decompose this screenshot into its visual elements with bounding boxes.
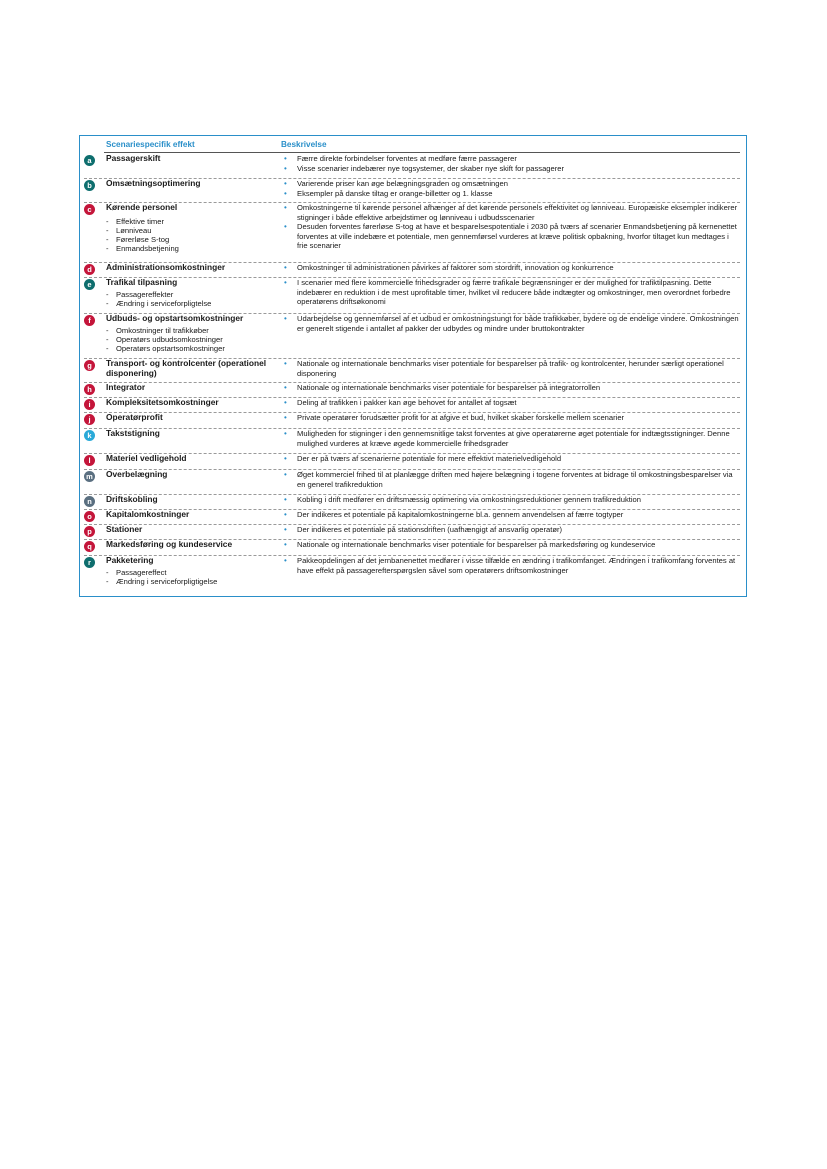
table-row	[84, 540, 740, 556]
effect-sub-item: - Omkostninger til trafikkøber	[106, 326, 281, 335]
description-cell	[281, 510, 739, 520]
effect-title: Materiel vedligehold	[106, 453, 187, 463]
description-cell	[281, 540, 739, 550]
row-badge: e	[84, 279, 95, 290]
description-bullet: • Der indikeres et potentiale på kapitalomkostningerne bl.a. gennem anvendelsen af færre togtyper	[281, 510, 739, 520]
effect-title: Passagerskift	[106, 153, 161, 163]
description-cell	[281, 398, 739, 408]
row-badge: f	[84, 315, 95, 326]
description-bullet: • Der indikeres et potentiale på stationsdriften (uafhængigt af ansvarlig operatør)	[281, 525, 739, 535]
description-cell	[281, 359, 739, 378]
description-cell	[281, 263, 739, 273]
description-cell	[281, 454, 739, 464]
row-badge: j	[84, 414, 95, 425]
table-row	[84, 263, 740, 278]
row-badge: h	[84, 384, 95, 395]
row-badge: o	[84, 511, 95, 522]
header-divider	[104, 152, 740, 153]
description-bullet: • I scenarier med flere kommercielle frihedsgrader og færre trafikale begrænsninger er der mulighed for trafiktilpasning. Dette indebærer en reduktion i de mest uprofitable timer, hvilket vil reducere både indtægter og omkostninger, men overordnet forbedre operatørens driftsøkonomi	[281, 278, 739, 307]
effect-title: Markedsføring og kundeservice	[106, 539, 233, 549]
table-row	[84, 203, 740, 263]
row-badge: r	[84, 557, 95, 568]
table-row	[84, 278, 740, 314]
description-bullet: • Nationale og internationale benchmarks viser potentiale for besparelser på integratorrollen	[281, 383, 739, 393]
effect-sub-list	[106, 217, 281, 253]
effect-sub-list	[106, 568, 281, 586]
description-bullet: • Færre direkte forbindelser forventes at medføre færre passagerer	[281, 154, 739, 164]
description-bullet: • Nationale og internationale benchmarks viser potentiale for besparelser på markedsføring og kundeservice	[281, 540, 739, 550]
effect-sub-item: - Effektive timer	[106, 217, 281, 226]
effect-title: Omsætningsoptimering	[106, 178, 201, 188]
row-badge: d	[84, 264, 95, 275]
effect-title: Kørende personel	[106, 202, 178, 212]
description-cell	[281, 203, 739, 251]
description-cell	[281, 179, 739, 198]
description-cell	[281, 556, 739, 575]
row-badge: l	[84, 455, 95, 466]
table-row	[84, 383, 740, 398]
table-row	[84, 154, 740, 179]
row-badge: i	[84, 399, 95, 410]
effect-sub-item: - Førerløse S-tog	[106, 235, 281, 244]
effect-title: Trafikal tilpasning	[106, 277, 178, 287]
description-cell	[281, 470, 739, 489]
effect-title: Kompleksitetsomkostninger	[106, 397, 219, 407]
effect-title: Operatørprofit	[106, 412, 163, 422]
effect-sub-item: - Passagereffect	[106, 568, 281, 577]
description-bullet: • Visse scenarier indebærer nye togsystemer, der skaber nye skift for passagerer	[281, 164, 739, 174]
effect-title: Udbuds- og opstartsomkostninger	[106, 313, 244, 323]
description-cell	[281, 525, 739, 535]
effect-title: Overbelægning	[106, 469, 168, 479]
table-row	[84, 556, 740, 594]
description-cell	[281, 383, 739, 393]
description-bullet: • Private operatører forudsætter profit for at afgive et bud, hvilket skaber forskelle mellem scenarier	[281, 413, 739, 423]
effect-title: Administrationsomkostninger	[106, 262, 226, 272]
description-cell	[281, 413, 739, 423]
description-bullet: • Pakkeopdelingen af det jernbanenettet medfører i visse tilfælde en ændring i trafikomfanget. Ændringen i trafikomfang forventes at have effekt på passagerefterspørgslen såvel som operatørers driftsomkostninger	[281, 556, 739, 575]
description-bullet: • Omkostningerne til kørende personel afhænger af det kørende personels effektivitet og lønniveau. Europæiske eksempler indikerer stigninger i både effektive arbejdstimer og lønniveau i udbudsscenarier	[281, 203, 739, 222]
effect-sub-item: - Operatørs udbudsomkostninger	[106, 335, 281, 344]
table-row	[84, 495, 740, 510]
effect-sub-item: - Operatørs opstartsomkostninger	[106, 344, 281, 353]
effect-sub-list	[106, 290, 281, 308]
table-row	[84, 398, 740, 413]
description-bullet: • Desuden forventes førerløse S-tog at have et besparelsespotentiale i 2030 på tværs af scenarier Enmandsbetjening på kernenettet forventes at ville indebære et potentiale, men gennemførsel vurderes at kræve politisk opbakning, hvorfor tiltaget kun medtages i frie scenarier	[281, 222, 739, 251]
description-cell	[281, 314, 739, 333]
effect-title: Integrator	[106, 382, 146, 392]
effect-title: Driftskobling	[106, 494, 158, 504]
description-bullet: • Deling af trafikken i pakker kan øge behovet for antallet af togsæt	[281, 398, 739, 408]
description-cell	[281, 495, 739, 505]
description-bullet: • Øget kommerciel frihed til at planlægge driften med højere belægning i togene forventes at bidrage til omkostningsbesparelser via en generel trafikreduktion	[281, 470, 739, 489]
column-header-description: Beskrivelse	[281, 140, 327, 149]
effect-title: Stationer	[106, 524, 143, 534]
table-row	[84, 429, 740, 454]
description-cell	[281, 278, 739, 307]
effect-title: Kapitalomkostninger	[106, 509, 190, 519]
description-bullet: • Eksempler på danske tiltag er orange-billetter og 1. klasse	[281, 189, 739, 199]
effect-sub-item: - Enmandsbetjening	[106, 244, 281, 253]
effect-sub-item: - Ændring i serviceforpligtigelse	[106, 577, 281, 586]
description-bullet: • Omkostninger til administrationen påvirkes af faktorer som stordrift, innovation og konkurrence	[281, 263, 739, 273]
effect-sub-list	[106, 326, 281, 353]
row-badge: c	[84, 204, 95, 215]
table-row	[84, 454, 740, 470]
effect-title: Pakketering	[106, 555, 154, 565]
description-bullet: • Nationale og internationale benchmarks viser potentiale for besparelser på trafik- og kontrolcenter, herunder særligt operationel disponering	[281, 359, 739, 378]
description-bullet: • Kobling i drift medfører en driftsmæssig optimering via omkostningsreduktioner gennem trafikreduktion	[281, 495, 739, 505]
effect-sub-item: - Ændring i serviceforpligtelse	[106, 299, 281, 308]
table-row	[84, 179, 740, 203]
row-badge: m	[84, 471, 95, 482]
effect-sub-item: - Lønniveau	[106, 226, 281, 235]
table-row	[84, 510, 740, 525]
row-badge: p	[84, 526, 95, 537]
row-badge: a	[84, 155, 95, 166]
description-bullet: • Udarbejdelse og gennemførsel af et udbud er omkostningstungt for både trafikkøber, bydere og de endelige vindere. Omkostningen er generelt stigende i antallet af pakker der udbydes og mindre under bruttokontrakter	[281, 314, 739, 333]
description-bullet: • Muligheden for stigninger i den gennemsnitlige takst forventes at give operatørerne øget potentiale for indtægtsstigninger. Denne mulighed vurderes at kræve øgede kommercielle frihedsgrader	[281, 429, 739, 448]
row-badge: n	[84, 496, 95, 507]
row-badge: q	[84, 541, 95, 552]
column-header-effect: Scenariespecifik effekt	[106, 140, 195, 149]
description-cell	[281, 154, 739, 173]
effect-sub-item: - Passagereffekter	[106, 290, 281, 299]
table-row	[84, 359, 740, 383]
table-row	[84, 314, 740, 359]
table-row	[84, 525, 740, 540]
row-badge: k	[84, 430, 95, 441]
table-row	[84, 470, 740, 495]
row-badge: g	[84, 360, 95, 371]
description-bullet: • Varierende priser kan øge belægningsgraden og omsætningen	[281, 179, 739, 189]
effect-title: Transport- og kontrolcenter (operationel disponering)	[106, 358, 267, 378]
description-bullet: • Der er på tværs af scenarierne potentiale for mere effektivt materielvedligehold	[281, 454, 739, 464]
description-cell	[281, 429, 739, 448]
effect-title: Takststigning	[106, 428, 160, 438]
table-row	[84, 413, 740, 429]
row-badge: b	[84, 180, 95, 191]
